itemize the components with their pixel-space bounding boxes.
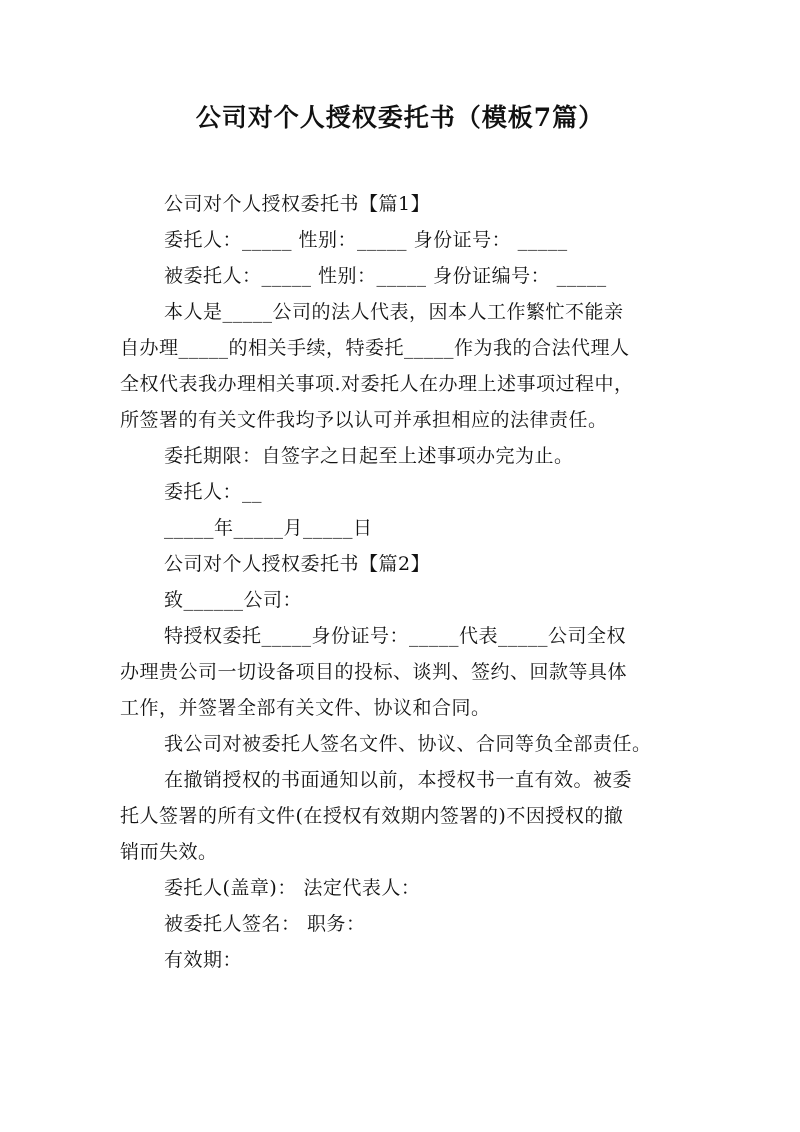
document-title: 公司对个人授权委托书（模板7篇）: [195, 103, 605, 132]
paragraph-line: 本人是_____公司的法人代表，因本人工作繁忙不能亲: [164, 301, 624, 323]
paragraph-line: 所签署的有关文件我均予以认可并承担相应的法律责任。: [120, 409, 608, 431]
seal-signature-line: 委托人(盖章)： 法定代表人：: [164, 877, 421, 899]
agent-info-line: 被委托人：_____ 性别：_____ 身份证编号： _____: [164, 265, 607, 287]
paragraph-line: 全权代表我办理相关事项.对委托人在办理上述事项过程中，: [120, 373, 634, 395]
date-line: _____年_____月_____日: [164, 517, 373, 539]
validity-line: 有效期：: [164, 949, 243, 971]
document-body: [120, 186, 692, 978]
paragraph-line: 我公司对被委托人签名文件、协议、合同等负全部责任。: [164, 733, 652, 755]
paragraph-line: 托人签署的所有文件(在授权有效期内签署的)不因授权的撤: [120, 805, 624, 827]
paragraph-line: 特授权委托_____身份证号：_____代表_____公司全权: [164, 625, 627, 647]
addressee-line: 致______公司：: [164, 589, 303, 611]
paragraph-line: 办理贵公司一切设备项目的投标、谈判、签约、回款等具体: [120, 661, 628, 683]
principal-signature-line: 委托人：__: [164, 481, 263, 503]
paragraph-line: 销而失效。: [120, 841, 218, 863]
agent-signature-line: 被委托人签名： 职务：: [164, 913, 366, 935]
section-heading-1: 公司对个人授权委托书【篇1】: [164, 193, 431, 215]
paragraph-line: 自办理_____的相关手续，特委托_____作为我的合法代理人: [120, 337, 630, 359]
principal-info-line: 委托人：_____ 性别：_____ 身份证号： _____: [164, 229, 568, 251]
section-heading-2: 公司对个人授权委托书【篇2】: [164, 553, 431, 575]
paragraph-line: 工作，并签署全部有关文件、协议和合同。: [120, 697, 491, 719]
validity-period-line: 委托期限：自签字之日起至上述事项办完为止。: [164, 445, 574, 467]
paragraph-line: 在撤销授权的书面通知以前，本授权书一直有效。被委: [164, 769, 633, 791]
